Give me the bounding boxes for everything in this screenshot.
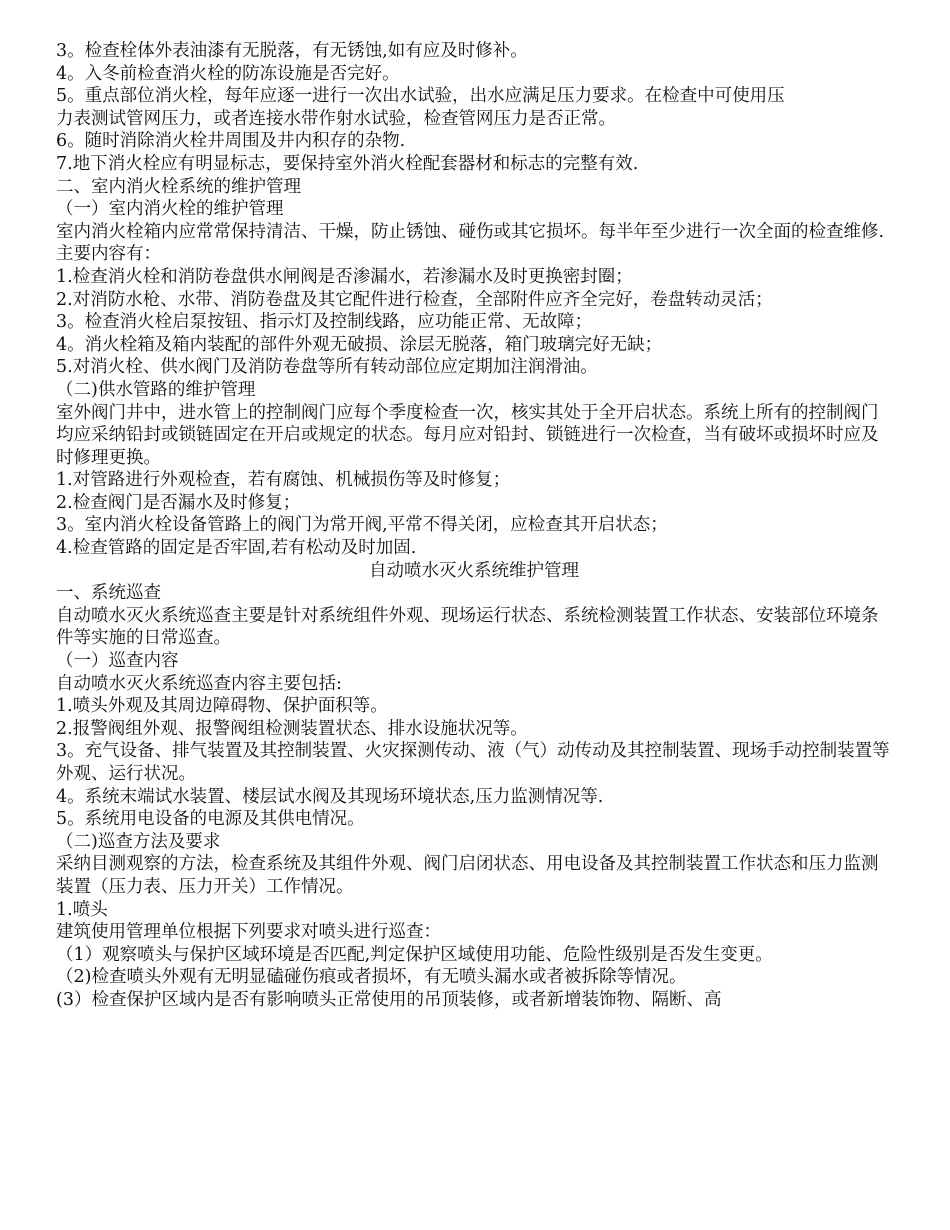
text-line: 建筑使用管理单位根据下列要求对喷头进行巡查： bbox=[56, 922, 441, 943]
text-line: 2.检查阀门是否漏水及时修复； bbox=[56, 492, 301, 513]
text-line: 3。室内消火栓设备管路上的阀门为常开阀,平常不得关闭，应检查其开启状态； bbox=[56, 515, 668, 536]
text-line: 3。检查消火栓启泵按钮、指示灯及控制线路，应功能正常、无故障； bbox=[56, 312, 593, 333]
text-line: 采纳目测观察的方法，检查系统及其组件外观、阀门启闭状态、用电设备及其控制装置工作状态和压力监测装置（压力表、压力开关）工作情况。 bbox=[56, 854, 879, 897]
text-line: 1.检查消火栓和消防卷盘供水闸阀是否渗漏水，若渗漏水及时更换密封圈； bbox=[56, 266, 633, 287]
text-line: 一、系统巡查 bbox=[56, 583, 161, 604]
text-line: 1.喷头 bbox=[56, 899, 108, 920]
text-line: 4。消火栓箱及箱内装配的部件外观无破损、涂层无脱落，箱门玻璃完好无缺； bbox=[56, 334, 663, 355]
text-line: 二、室内消火栓系统的维护管理 bbox=[56, 176, 301, 197]
text-line: 4。入冬前检查消火栓的防冻设施是否完好。 bbox=[56, 63, 400, 84]
text-line: 6。随时消除消火栓井周围及井内积存的杂物. bbox=[56, 131, 406, 152]
text-line: 5.对消火栓、供水阀门及消防卷盘等所有转动部位应定期加注润滑油。 bbox=[56, 357, 598, 378]
text-line: 2.对消防水枪、水带、消防卷盘及其它配件进行检查，全部附件应齐全完好，卷盘转动灵活； bbox=[56, 289, 773, 310]
text-line: 4。系统末端试水装置、楼层试水阀及其现场环境状态,压力监测情况等. bbox=[56, 786, 604, 807]
text-line: （1）观察喷头与保护区域环境是否匹配,判定保护区域使用功能、危险性级别是否发生变更。 bbox=[56, 944, 773, 965]
text-line: 2.报警阀组外观、报警阀组检测装置状态、排水设施状况等。 bbox=[56, 718, 528, 739]
text-line: 7.地下消火栓应有明显标志，要保持室外消火栓配套器材和标志的完整有效. bbox=[56, 153, 639, 174]
text-line: （一）室内消火栓的维护管理 bbox=[56, 199, 284, 220]
document-page bbox=[56, 40, 892, 1012]
text-line: 室外阀门井中，进水管上的控制阀门应每个季度检查一次，核实其处于全开启状态。系统上所有的控制阀门均应采纳铅封或锁链固定在开启或规定的状态。每月应对铅封、锁链进行一次检查，当有破坏或损坏时应及时修理更换。 bbox=[56, 402, 879, 468]
text-line: 自动喷水灭火系统巡查主要是针对系统组件外观、现场运行状态、系统检测装置工作状态、安装部位环境条件等实施的日常巡查。 bbox=[56, 605, 879, 649]
text-line: 3。充气设备、排气装置及其控制装置、火灾探测传动、液（气）动传动及其控制装置、现场手动控制装置等外观、运行状况。 bbox=[56, 741, 890, 784]
text-line: (3）检查保护区域内是否有影响喷头正常使用的吊顶装修，或者新增装饰物、隔断、高 bbox=[56, 989, 722, 1010]
text-line: 力表测试管网压力，或者连接水带作射水试验，检查管网压力是否正常。 bbox=[56, 108, 616, 129]
text-line: 1.对管路进行外观检查，若有腐蚀、机械损伤等及时修复； bbox=[56, 470, 511, 491]
text-line: 4.检查管路的固定是否牢固,若有松动及时加固. bbox=[56, 538, 417, 559]
text-line: （二)供水管路的维护管理 bbox=[56, 379, 256, 400]
text-line: 自动喷水灭火系统巡查内容主要包括: bbox=[56, 673, 342, 694]
text-line: 1.喷头外观及其周边障碍物、保护面积等。 bbox=[56, 696, 388, 717]
text-line: 5。重点部位消火栓，每年应逐一进行一次出水试验，出水应满足压力要求。在检查中可使用压 bbox=[56, 86, 785, 107]
text-line: 室内消火栓箱内应常常保持清洁、干燥，防止锈蚀、碰伤或其它损坏。每半年至少进行一次全面的检查维修.主要内容有： bbox=[56, 221, 885, 265]
text-line: （一）巡查内容 bbox=[56, 651, 179, 672]
text-line: （二)巡查方法及要求 bbox=[56, 831, 221, 852]
text-line: （2)检查喷头外观有无明显磕碰伤痕或者损坏，有无喷头漏水或者被拆除等情况。 bbox=[56, 967, 687, 988]
text-line: 5。系统用电设备的电源及其供电情况。 bbox=[56, 809, 365, 830]
text-line: 3。检查栓体外表油漆有无脱落，有无锈蚀,如有应及时修补。 bbox=[56, 41, 528, 61]
section-heading: 自动喷水灭火系统维护管理 bbox=[369, 560, 579, 581]
